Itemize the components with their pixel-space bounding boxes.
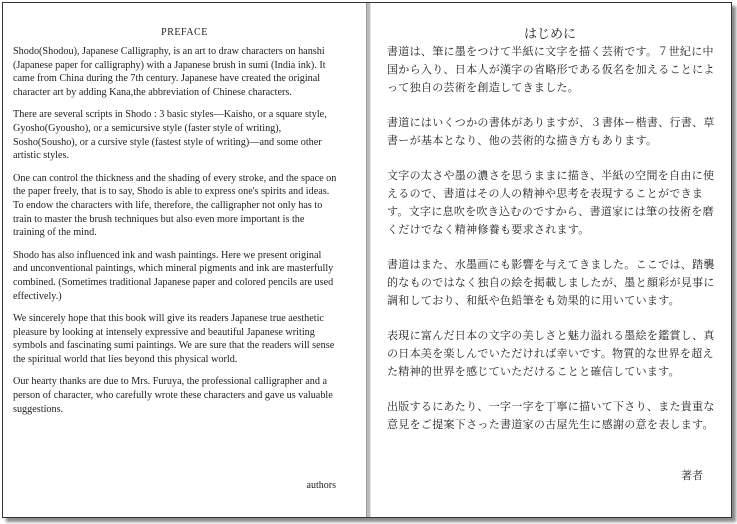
hajimeni-paragraph: 書道にはいくつかの書体がありますが、３書体ー楷書、行書、草書ーが基本となり、他の芸術的な描き方もあります。 — [387, 116, 715, 147]
left-page-english — [3, 3, 366, 517]
hajimeni-paragraph: 表現に富んだ日本の文字の美しさと魅力溢れる墨絵を鑑賞し、真の日本美を楽しんでいただければ幸いです。物質的な世界を超えた精神的世界を感じていただけることと確信しています。 — [387, 329, 715, 378]
hajimeni-body — [387, 43, 717, 451]
preface-signature: authors — [306, 480, 336, 491]
hajimeni-signature: 著者 — [681, 469, 703, 482]
preface-paragraph: There are several scripts in Shodo : 3 basic styles—Kaisho, or a square style, Gyosho(Gyousho), or a semicursive style (faster style of writing), Sosho(Sousho), or a cursive style (fastest style of writing)—and some other artistic styles. — [13, 109, 327, 162]
preface-paragraph: One can control the thickness and the shading of every stroke, and the space on the paper freely, that is to say, Shodo is able to express one's spirits and ideas. To endow the characters with life, therefore, the calligrapher not only has to train to master the brush techniques but also even more important is the training of the mind. — [13, 172, 337, 239]
preface-title: PREFACE — [161, 27, 208, 38]
hajimeni-paragraph: 書道は、筆に墨をつけて半紙に文字を描く芸術です。７世紀に中国から入り、日本人が漢字の省略形である仮名を加えることによって独自の芸術を創造してきました。 — [387, 45, 715, 94]
preface-paragraph: Shodo has also influenced ink and wash paintings. Here we present original and unconventional paintings, which mineral pigments and ink are masterfully combined. (Sometimes traditional Japanese paper and colored pencils are used effectively.) — [13, 249, 334, 302]
hajimeni-paragraph: 文字の太さや墨の濃さを思うままに描き、半紙の空間を自由に使えるので、書道はその人の精神や思考を表現することができます。文字に息吹を吹き込むのですから、書道家には筆の技術を磨くだけでなく精神修養も要求されます。 — [387, 169, 715, 236]
right-page-japanese — [369, 3, 731, 517]
book-spread — [2, 2, 732, 518]
preface-paragraph: Our hearty thanks are due to Mrs. Furuya, the professional calligrapher and a person of character, who carefully wrote these characters and gave us valuable suggestions. — [13, 376, 333, 415]
hajimeni-paragraph: 書道はまた、水墨画にも影響を与えてきました。ここでは、踏襲的なものではなく独自の絵を掲載しましたが、墨と顔彩が見事に調和しており、和紙や色鉛筆をも効果的に用いています。 — [387, 258, 715, 307]
hajimeni-paragraph: 出版するにあたり、一字一字を丁寧に描いて下さり、また貴重な意見をご提案下さった書道家の古屋先生に感謝の意を表します。 — [387, 400, 715, 431]
hajimeni-title: はじめに — [523, 27, 576, 42]
preface-paragraph: Shodo(Shodou), Japanese Calligraphy, is an art to draw characters on hanshi (Japanese paper for calligraphy) with a Japanese brush in sumi (India ink). It came from China during the 7th century. Japanese have created the original character art by adding Kana,the abbreviation of Chinese characters. — [13, 46, 326, 98]
preface-paragraph: We sincerely hope that this book will give its readers Japanese true aesthetic pleasure by looking at intensely expressive and beautiful Japanese writing symbols and fascinating sumi paintings. We are sure that the readers will sense the spiritual world that lies beyond this physical world. — [13, 313, 335, 365]
preface-body — [13, 45, 338, 425]
